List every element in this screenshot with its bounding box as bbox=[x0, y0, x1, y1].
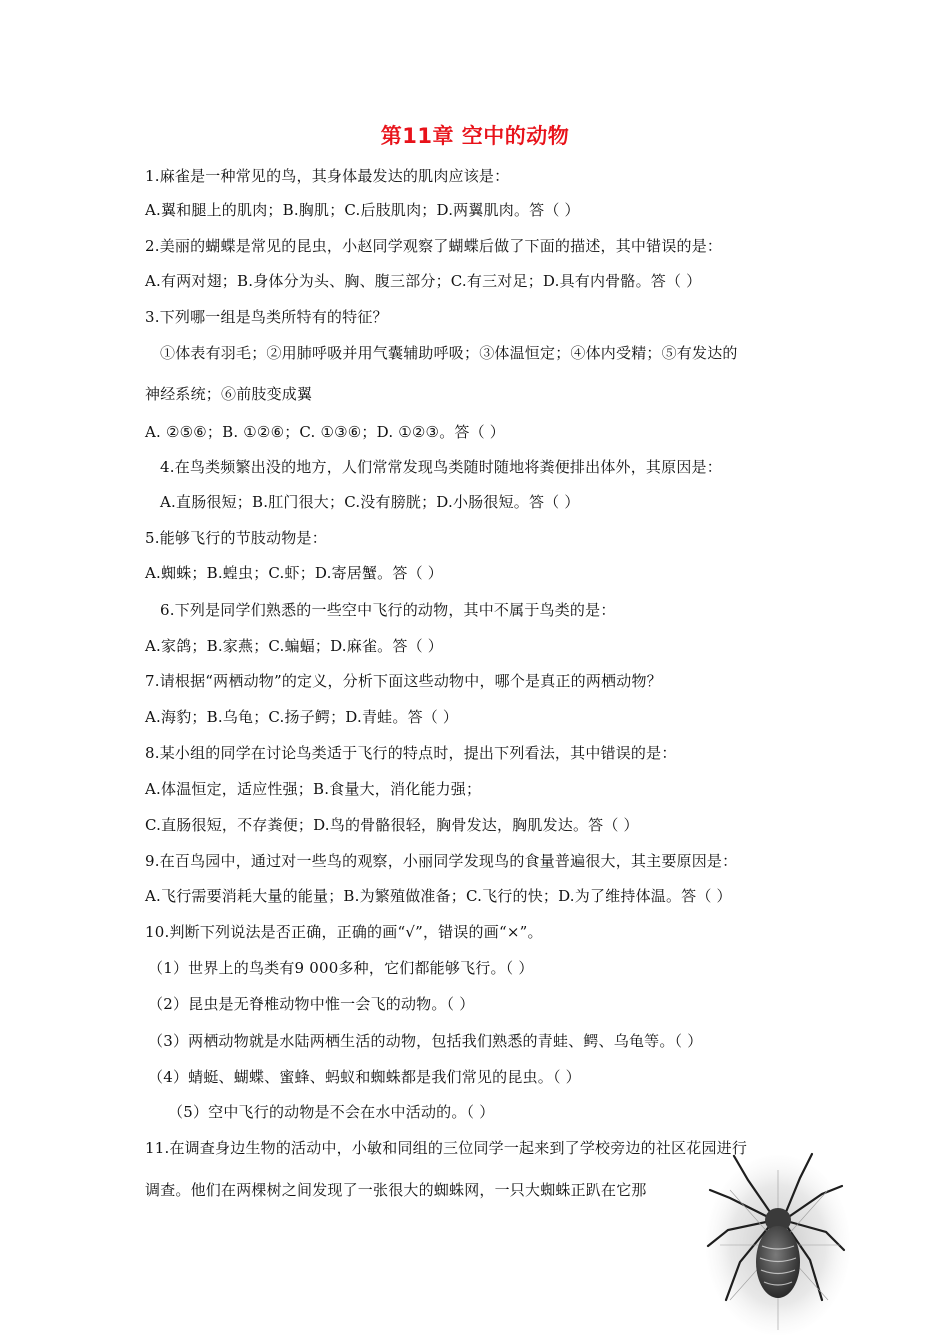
question-5-options: A.蜘蛛；B.蝗虫；C.虾；D.寄居蟹。答（ ） bbox=[145, 564, 443, 582]
question-11-stem: 11.在调查身边生物的活动中，小敏和同组的三位同学一起来到了学校旁边的社区花园进行 bbox=[145, 1139, 748, 1157]
question-3-features-cont: 神经系统；⑥前肢变成翼 bbox=[145, 385, 313, 403]
question-9-stem: 9.在百鸟园中，通过对一些鸟的观察，小丽同学发现鸟的食量普遍很大，其主要原因是： bbox=[145, 852, 738, 870]
question-6-stem: 6.下列是同学们熟悉的一些空中飞行的动物，其中不属于鸟类的是： bbox=[160, 601, 616, 619]
question-7-stem: 7.请根据“两栖动物”的定义，分析下面这些动物中，哪个是真正的两栖动物？ bbox=[145, 672, 662, 690]
spider-illustration bbox=[700, 1150, 850, 1344]
question-8-stem: 8.某小组的同学在讨论鸟类适于飞行的特点时，提出下列看法，其中错误的是： bbox=[145, 744, 677, 762]
question-2-options: A.有两对翅；B.身体分为头、胸、腹三部分；C.有三对足；D.具有内骨骼。答（ ） bbox=[145, 272, 702, 290]
question-3-features: ①体表有羽毛；②用肺呼吸并用气囊辅助呼吸；③体温恒定；④体内受精；⑤有发达的 bbox=[160, 344, 738, 362]
question-8-options-2: C.直肠很短，不存粪便；D.鸟的骨骼很轻，胸骨发达，胸肌发达。答（ ） bbox=[145, 816, 639, 834]
page-title: 第11章 空中的动物 bbox=[380, 124, 570, 148]
question-7-options: A.海豹；B.乌龟；C.扬子鳄；D.青蛙。答（ ） bbox=[145, 708, 459, 726]
question-10-item-5: （5）空中飞行的动物是不会在水中活动的。（ ） bbox=[168, 1103, 495, 1121]
question-10-item-2: （2）昆虫是无脊椎动物中惟一会飞的动物。（ ） bbox=[148, 995, 475, 1013]
question-10-item-4: （4）蜻蜓、蝴蝶、蜜蜂、蚂蚁和蜘蛛都是我们常见的昆虫。（ ） bbox=[148, 1068, 581, 1086]
question-10-item-3: （3）两栖动物就是水陆两栖生活的动物，包括我们熟悉的青蛙、鳄、乌龟等。（ ） bbox=[148, 1032, 703, 1050]
question-1-options: A.翼和腿上的肌肉；B.胸肌；C.后肢肌肉；D.两翼肌肉。答（ ） bbox=[145, 201, 580, 219]
question-6-options: A.家鸽；B.家燕；C.蝙蝠；D.麻雀。答（ ） bbox=[145, 637, 443, 655]
question-1-stem: 1.麻雀是一种常见的鸟，其身体最发达的肌肉应该是： bbox=[145, 167, 510, 185]
question-3-stem: 3.下列哪一组是鸟类所特有的特征？ bbox=[145, 308, 388, 326]
question-10-item-1: （1）世界上的鸟类有9 000多种，它们都能够飞行。（ ） bbox=[148, 959, 534, 977]
question-5-stem: 5.能够飞行的节肢动物是： bbox=[145, 529, 327, 547]
question-2-stem: 2.美丽的蝴蝶是常见的昆虫，小赵同学观察了蝴蝶后做了下面的描述，其中错误的是： bbox=[145, 237, 723, 255]
question-8-options-1: A.体温恒定，适应性强；B.食量大，消化能力强； bbox=[145, 780, 482, 798]
question-4-stem: 4.在鸟类频繁出没的地方，人们常常发现鸟类随时随地将粪便排出体外，其原因是： bbox=[160, 458, 722, 476]
question-10-stem: 10.判断下列说法是否正确，正确的画“√”，错误的画“×”。 bbox=[145, 923, 543, 941]
question-11-stem-cont: 调查。他们在两棵树之间发现了一张很大的蜘蛛网，一只大蜘蛛正趴在它那 bbox=[145, 1181, 647, 1199]
question-9-options: A.飞行需要消耗大量的能量；B.为繁殖做准备；C.飞行的快；D.为了维持体温。答（ ） bbox=[145, 887, 732, 905]
question-3-options: A. ②⑤⑥；B. ①②⑥；C. ①③⑥；D. ①②③。答（ ） bbox=[145, 423, 505, 441]
question-4-options: A.直肠很短；B.肛门很大；C.没有膀胱；D.小肠很短。答（ ） bbox=[160, 493, 580, 511]
